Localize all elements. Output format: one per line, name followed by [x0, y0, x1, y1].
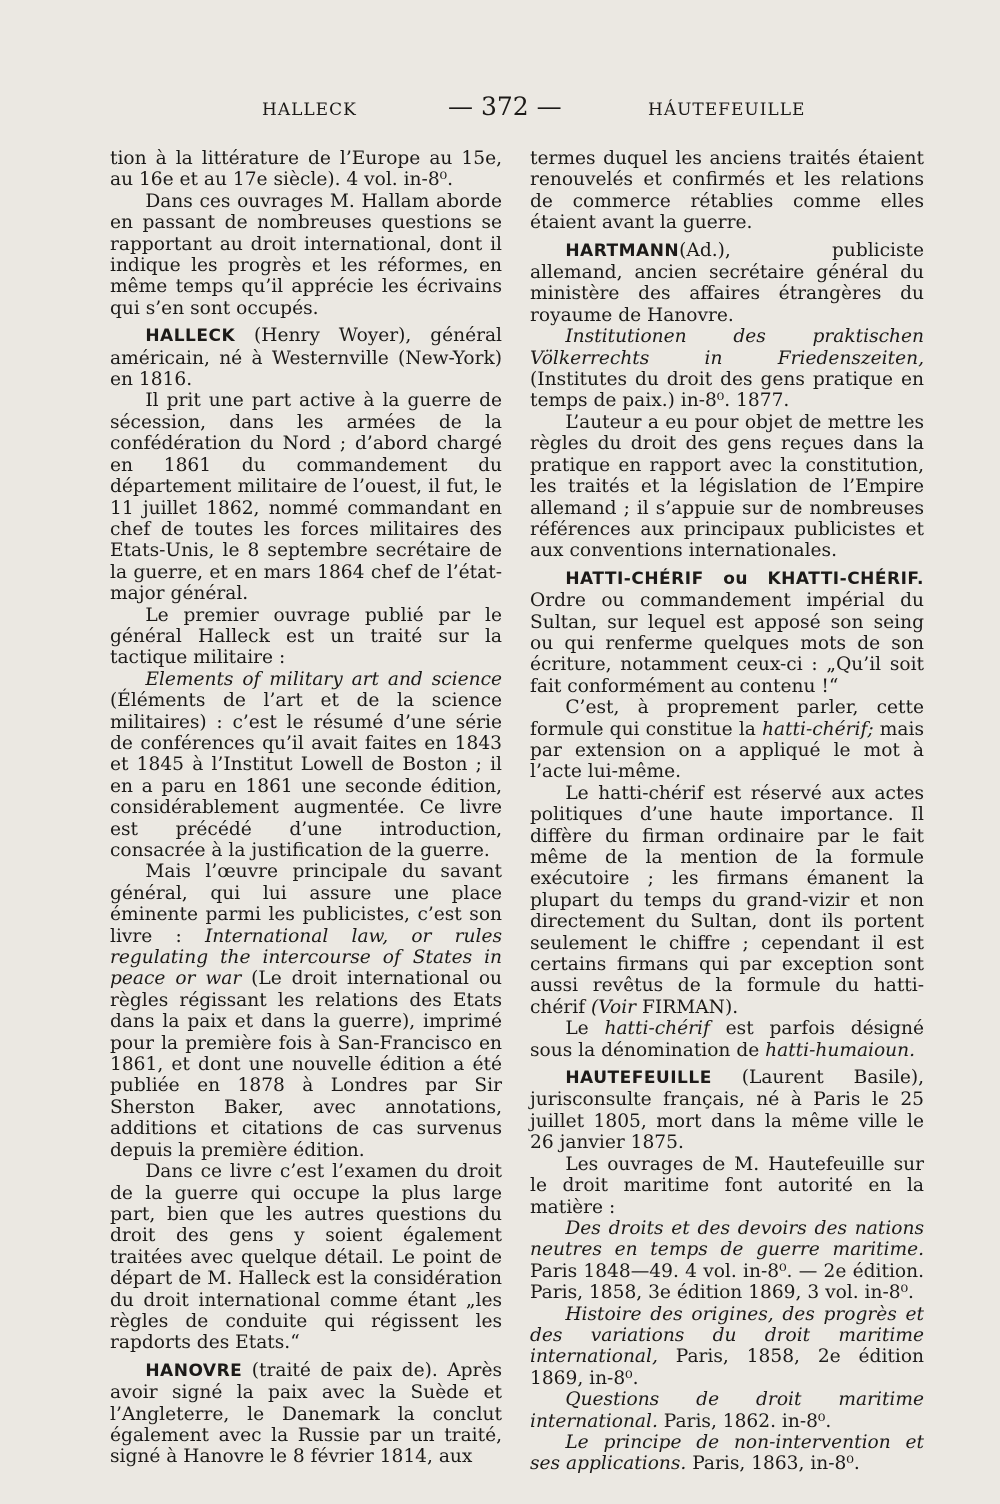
paragraph	[110, 669, 502, 862]
work-title: Histoire des origines, des progrès et des variations du droit maritime international,	[530, 1303, 924, 1368]
work-title: Des droits et des devoirs des nations neutres en temps de guerre maritime.	[530, 1217, 924, 1261]
paragraph: Les ouvrages de M. Hautefeuille sur le droit maritime font autorité en la matière :	[530, 1153, 924, 1218]
work-title: Le principe de non-intervention et ses applications.	[530, 1431, 924, 1475]
paragraph-text: Le hatti-chérif est réservé aux actes politiques d’une haute importance. Il diffère du firman ordinaire par le fait même de la mention de la formule exécutoire ; les firmans émanent la plupart du temps du grand-vizir et non directement du Sultan, dont ils portent seulement le chiffre ; cependant il est certains firmans qui par exception sont aussi revêtus de la formule du hatti-chérif	[530, 782, 924, 1018]
paragraph	[530, 326, 924, 412]
paragraph	[530, 783, 924, 1018]
work-entry	[530, 1432, 924, 1475]
entry-hartmann	[530, 240, 924, 327]
paragraph	[110, 861, 502, 1161]
paragraph: Il prit une part active à la guerre de sécession, dans les armées de la confédération du Nord ; d’abord chargé en 1861 du commandement du département militaire de l’ouest, il fut, le 11 juillet 1862, nommé commandant en chef de toutes les forces militaires des Etats-Unis, le 8 septembre secrétaire de la guerre, et en mars 1864 chef de l’état-major général.	[110, 390, 502, 605]
paragraph-text: (Institutes du droit des gens pratique en temps de paix.) in-8⁰. 1877.	[530, 369, 924, 412]
entry-text: (Laurent Basile), jurisconsulte français, né à Paris le 25 juillet 1805, mort dans la même ville le 26 janvier 1875.	[530, 1067, 924, 1154]
running-head-left: HALLECK	[262, 100, 357, 120]
page-number: — 372 —	[448, 92, 562, 121]
paragraph: L’auteur a eu pour objet de mettre les règles du droit des gens reçues dans la pratique en rapport avec la constitution, les traités et la législation de l’Empire allemand ; il s’appuie sur de nombreuses références aux principaux publicistes et aux conventions internationales.	[530, 411, 924, 562]
headword: HANOVRE	[145, 1360, 243, 1381]
paragraph-text: (Le droit international ou règles régissant les relations des Etats dans la paix et dans la guerre), imprimé pour la première fois à San-Francisco en 1861, et dont une nouvelle édition a été publiée en 1878 à Londres par Sir Sherston Baker, avec annotations, additions et citations de cas survenus depuis la première édition.	[110, 968, 502, 1161]
work-title: Institutionen des praktischen Völkerrechts in Friedenszeiten,	[530, 326, 924, 369]
paragraph: Dans ce livre c’est l’examen du droit de la guerre qui occupe la plus large part, bien que les autres questions du droit des gens y soient également traitées avec quelque détail. Le point de départ de M. Halleck est la considération du droit international comme étant „les règles de conduite qui régissent les rapdorts des Etats.“	[110, 1161, 502, 1354]
entry-text: (Henry Woyer), général américain, né à Westernville (New-York) en 1816.	[110, 325, 502, 391]
paragraph-text: mais par extension on a appliqué le mot à l’acte lui-même.	[530, 718, 924, 783]
italic-term: hatti-chérif	[604, 1018, 710, 1040]
work-entry	[530, 1389, 924, 1432]
work-details: Paris, 1863, in-8⁰.	[686, 1453, 860, 1475]
work-details: Paris 1848—49. 4 vol. in-8⁰. — 2e édition. Paris, 1858, 3e édition 1869, 3 vol. in-8⁰.	[530, 1260, 924, 1304]
italic-term: hatti-humaioun.	[765, 1039, 916, 1061]
entry-text: (Ad.), publiciste allemand, ancien secrétaire général du ministère des affaires étrangères du royaume de Hanovre.	[530, 239, 924, 326]
italic-term: (Voir	[591, 996, 637, 1018]
work-details: Paris, 1862. in-8⁰.	[657, 1410, 832, 1432]
work-title: Elements of military art and science	[145, 668, 502, 690]
paragraph: tion à la littérature de l’Europe au 15e, au 16e et au 17e siècle). 4 vol. in-8⁰.	[110, 148, 502, 191]
paragraph: Le premier ouvrage publié par le général Halleck est un traité sur la tactique militaire :	[110, 604, 502, 669]
left-column	[110, 148, 502, 1468]
entry-hanovre	[110, 1360, 502, 1468]
paragraph: Dans ces ouvrages M. Hallam aborde en passant de nombreuses questions se rapportant au droit international, dont il indique les progrès et les réformes, en même temps qu’il apprécie les écrivains qui s’en sont occupés.	[110, 190, 502, 319]
headword: HALLECK	[145, 326, 236, 347]
entry-hatti-cherif	[530, 568, 924, 697]
work-details: Paris, 1858, 2e édition 1869, in-8⁰.	[530, 1346, 924, 1389]
entry-halleck	[110, 325, 502, 390]
headword: HAUTEFEUILLE	[565, 1068, 712, 1089]
paragraph-text: FIRMAN).	[636, 996, 739, 1018]
entry-text: Ordre ou commandement impérial du Sultan, sur lequel est apposé son seing ou qui renferme quelques mots de son écriture, notamment ceux-ci : „Qu’il soit fait conformément au contenu !“	[530, 590, 924, 697]
paragraph-text: C’est, à proprement parler, cette formule qui constitue la	[530, 697, 924, 740]
work-title: Questions de droit maritime international.	[530, 1389, 924, 1432]
right-column	[530, 148, 924, 1475]
paragraph-text: (Éléments de l’art et de la science militaires) : c’est le résumé d’une série de conférences qu’il avait faites en 1843 et 1845 à l’Institut Lowell de Boston ; il en a paru en 1861 une seconde édition, considérablement augmentée. Ce livre est précédé d’une introduction, consacrée à la justification de la guerre.	[110, 690, 502, 861]
page-header	[0, 92, 1000, 132]
paragraph-text: Le	[565, 1018, 605, 1040]
work-title: International law, or rules regulating the intercourse of States in peace or war	[110, 925, 502, 990]
paragraph-text: est parfois désigné sous la dénomination de	[530, 1018, 925, 1061]
paragraph: termes duquel les anciens traités étaient renouvelés et confirmés et les relations de commerce rétablies comme elles étaient avant la guerre.	[530, 148, 924, 234]
headword: HATTI-CHÉRIF ou KHATTI-CHÉRIF.	[565, 568, 924, 589]
work-entry	[530, 1218, 924, 1304]
italic-term: hatti-chérif;	[762, 718, 874, 740]
paragraph	[530, 697, 924, 783]
entry-hautefeuille	[530, 1067, 924, 1154]
paragraph-text: Mais l’œuvre principale du savant général, qui lui assure une place éminente parmi les publicistes, c’est son livre :	[110, 861, 502, 947]
entry-text: (traité de paix de). Après avoir signé la paix avec la Suède et l’Angleterre, le Danemark la conclut également avec la Russie par un traité, signé à Hanovre le 8 février 1814, aux	[110, 1359, 502, 1468]
paragraph	[530, 1018, 924, 1061]
headword: HARTMANN	[565, 240, 680, 261]
work-entry	[530, 1304, 924, 1390]
running-head-right: HÁUTEFEUILLE	[648, 100, 806, 120]
